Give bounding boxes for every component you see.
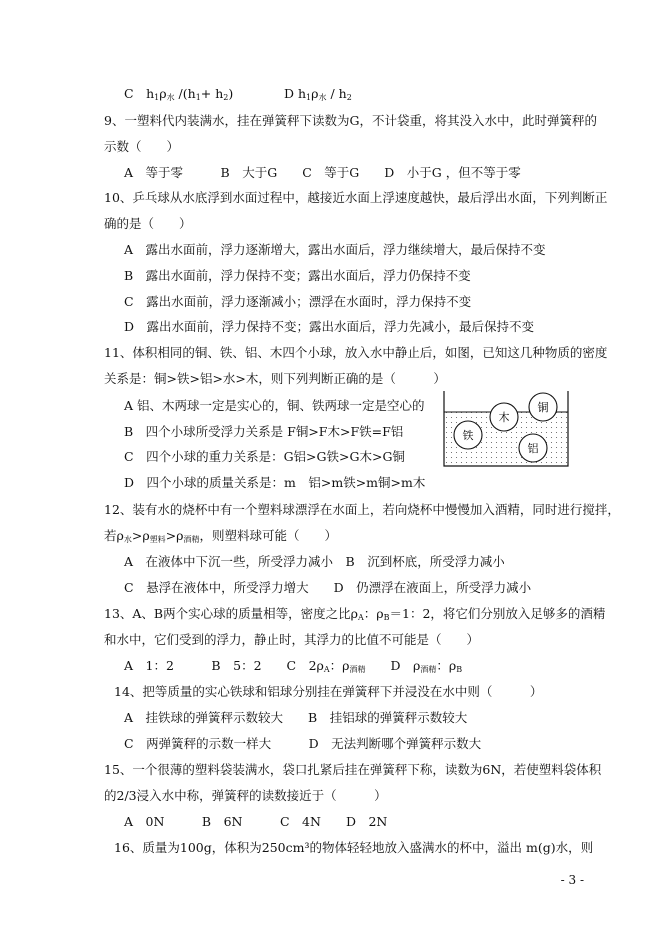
q12-stem-line2: 若$\rho_水>\rho_{塑料}>\rho_{酒精}$，则塑料球可能（ ） — [104, 528, 338, 544]
q13-stem-line1: 13、A、B两个实心球的质量相等，密度之比$\rho_A$：$\rho_B=1$：2，将它们分别放入足够多的酒精 — [104, 606, 606, 622]
q15-stem-line2: 的2/3浸入水中称，弹簧秤的读数接近于（ ） — [104, 788, 387, 803]
label-aluminum: 铝 — [527, 442, 539, 455]
q15-stem-line1: 15、一个很薄的塑料袋装满水，袋口扎紧后挂在弹簧秤下称，读数为6N，若使塑料袋体积 — [104, 762, 602, 777]
label-iron: 铁 — [462, 429, 474, 442]
q14-options-ab: A 挂铁球的弹簧秤示数较大 B 挂铝球的弹簧秤示数较大 — [124, 710, 468, 725]
q14-options-cd: C 两弹簧秤的示数一样大 D 无法判断哪个弹簧秤示数大 — [124, 736, 482, 751]
q11-stem-line1: 11、体积相同的铜、铁、铝、木四个小球，放入水中静止后，如图，已知这几种物质的密度 — [104, 345, 608, 360]
q10-stem-line1: 10、乒乓球从水底浮到水面过程中，越接近水面上浮速度越快，最后浮出水面，下列判断正 — [104, 190, 608, 205]
q9-stem-line2: 示数（ ） — [104, 139, 180, 154]
q12-options-ab: A 在液体中下沉一些，所受浮力减小 B 沉到杯底，所受浮力减小 — [124, 554, 505, 569]
q10-option-d: D 露出水面前，浮力保持不变；露出水面后，浮力先减小，最后保持不变 — [124, 319, 535, 334]
q14-stem: 14、把等质量的实心铁球和铝球分别挂在弹簧秤下并浸没在水中则（ ） — [114, 684, 543, 699]
ball-iron — [454, 421, 482, 449]
label-copper: 铜 — [537, 401, 549, 414]
q9-stem-line1: 9、一塑料代内装满水，挂在弹簧秤下读数为G，不计袋重，将其没入水中，此时弹簧秤的 — [104, 113, 597, 128]
ball-aluminum — [519, 434, 547, 462]
q10-option-a: A 露出水面前，浮力逐渐增大，露出水面后，浮力继续增大，最后保持不变 — [124, 242, 546, 257]
page-number: - 3 - — [560, 873, 584, 887]
q10-stem-line2: 确的是（ ） — [104, 216, 192, 231]
q13-options: A 1：2 B 5：2 C $2\rho_A$：$\rho_{酒精}$ D $\rho_{酒精}$：$\rho_B$ — [124, 658, 463, 674]
label-wood: 木 — [498, 411, 510, 424]
q11-stem-line2: 关系是：铜>铁>铝>水>木，则下列判断正确的是（ ） — [104, 371, 446, 386]
q10-option-b: B 露出水面前，浮力保持不变；露出水面后，浮力仍保持不变 — [124, 268, 471, 283]
q10-option-c: C 露出水面前，浮力逐渐减小；漂浮在水面时，浮力保持不变 — [124, 294, 472, 309]
q15-options: A 0N B 6N C 4N D 2N — [124, 814, 388, 829]
q8-option-c: C $h_1\rho_水$ $/(h_1+ h_2)$ — [124, 86, 234, 102]
q11-option-d: D 四个小球的质量关系是：m 铝>m铁>m铜>m木 — [124, 475, 426, 490]
q12-options-cd: C 悬浮在液体中，所受浮力增大 D 仍漂浮在液面上，所受浮力减小 — [124, 580, 532, 595]
ball-copper — [529, 393, 557, 421]
q11-option-a: A 铝、木两球一定是实心的，铜、铁两球一定是空心的 — [124, 398, 425, 413]
q16-stem-line1: 16、质量为100g，体积为250cm³的物体轻轻地放入盛满水的杯中，溢出 m(g)水，则 — [114, 840, 594, 855]
q11-option-c: C 四个小球的重力关系是：G铝>G铁>G木>G铜 — [124, 449, 405, 464]
q13-stem-line2: 和水中，它们受到的浮力，静止时，其浮力的比值不可能是（ ） — [104, 632, 480, 647]
q11-option-b: B 四个小球所受浮力关系是 F铜>F木>F铁=F铝 — [124, 424, 404, 439]
q8-option-d: D $h_1\rho_水 / h_2$ — [284, 86, 352, 102]
q11-beaker-figure — [440, 386, 574, 470]
ball-wood — [490, 403, 518, 431]
q12-stem-line1: 12、装有水的烧杯中有一个塑料球漂浮在水面上，若向烧杯中慢慢加入酒精，同时进行搅拌， — [104, 502, 620, 517]
q9-options: A 等于零 B 大于G C 等于G D 小于G ，但不等于零 — [124, 165, 521, 180]
